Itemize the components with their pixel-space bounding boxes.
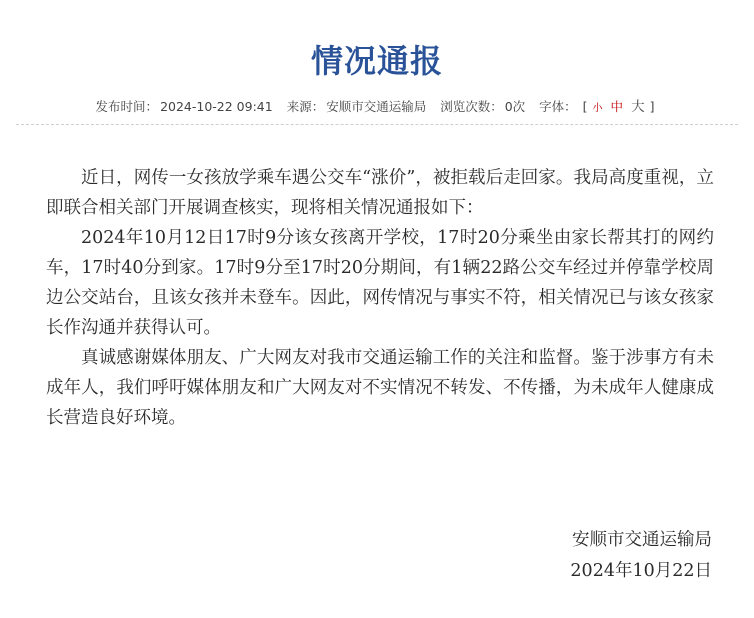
view-count-value: 0次 — [504, 99, 526, 114]
font-size-switcher — [583, 99, 657, 114]
header-divider — [16, 124, 738, 125]
publish-time-value: 2024-10-22 09:41 — [160, 99, 273, 114]
paragraph: 2024年10月12日17时9分该女孩离开学校，17时20分乘坐由家长帮其打的网约车，17时40分到家。17时9分至17时20分期间，有1辆22路公交车经过并停靠学校周边公交站台，且该女孩并未登车。因此，网传情况与事实不符，相关情况已与该女孩家长作沟通并获得认可。 — [46, 228, 714, 338]
paragraph: 真诚感谢媒体朋友、广大网友对我市交通运输工作的关注和监督。鉴于涉事方有未成年人，我们呼吁媒体朋友和广大网友对不实情况不转发、不传播，为未成年人健康成长营造良好环境。 — [46, 348, 714, 428]
source-value: 安顺市交通运输局 — [326, 99, 427, 114]
page-title: 情况通报 — [310, 42, 443, 80]
font-size-label: 字体： — [539, 99, 577, 114]
publish-time-label: 发布时间： — [95, 99, 159, 114]
signature-date: 2024年10月22日 — [570, 561, 712, 581]
paragraph: 近日，网传一女孩放学乘车遇公交车“涨价”，被拒载后走回家。我局高度重视，立即联合相关部门开展调查核实，现将相关情况通报如下： — [46, 168, 714, 218]
signature-organization: 安顺市交通运输局 — [572, 530, 712, 550]
view-count-label: 浏览次数： — [440, 99, 503, 114]
font-bracket-close: ] — [649, 99, 655, 114]
article-body — [46, 163, 714, 433]
font-size-large-link[interactable]: 大 — [631, 99, 645, 115]
source-label: 来源： — [286, 99, 325, 114]
font-size-medium-link[interactable]: 中 — [610, 99, 624, 114]
font-size-small-link[interactable]: 小 — [592, 103, 603, 114]
article-meta — [0, 95, 754, 115]
font-bracket-open: [ — [582, 99, 588, 114]
